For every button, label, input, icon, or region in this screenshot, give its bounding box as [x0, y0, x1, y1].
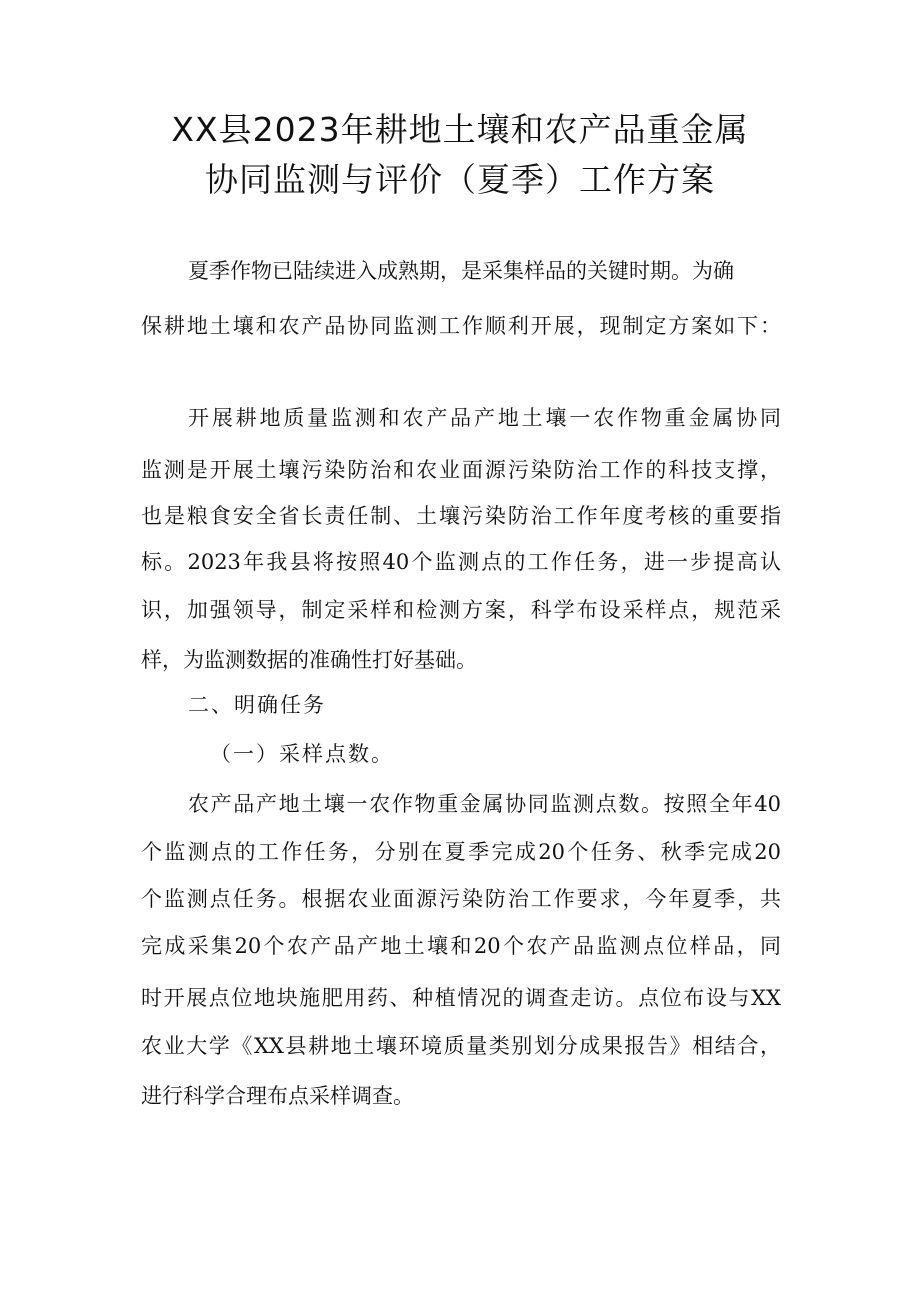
para2-line-1: 农产品产地土壤一农作物重金属协同监测点数。按照全年40 [188, 792, 781, 816]
para1-line-6: 样，为监测数据的准确性打好基础。 [141, 648, 477, 672]
para1-line-3: 也是粮食安全省长责任制、土壤污染防治工作年度考核的重要指 [141, 504, 781, 528]
document-title-line-1: XX县2023年耕地土壤和农产品重金属 [171, 110, 749, 149]
para2-line-5: 时开展点位地块施肥用药、种植情况的调查走访。点位布设与XX [141, 986, 781, 1010]
para2-line-3: 个监测点任务。根据农业面源污染防治工作要求，今年夏季，共 [141, 887, 781, 911]
para1-line-5: 识，加强领导，制定采样和检测方案，科学布设采样点，规范采 [141, 598, 781, 622]
intro-line-1: 夏季作物已陆续进入成熟期，是采集样品的关键时期。为确 [188, 259, 734, 283]
subsection-heading-1: （一）采样点数。 [210, 742, 394, 766]
para1-line-1: 开展耕地质量监测和农产品产地土壤一农作物重金属协同 [188, 406, 781, 430]
para2-line-6: 农业大学《XX县耕地土壤环境质量类别划分成果报告》相结合， [141, 1034, 781, 1058]
document-title-line-2: 协同监测与评价（夏季）工作方案 [205, 160, 715, 199]
para1-line-4: 标。2023年我县将按照40个监测点的工作任务，进一步提高认 [141, 550, 781, 574]
para2-line-4: 完成采集20个农产品产地土壤和20个农产品监测点位样品，同 [141, 934, 781, 958]
intro-line-2: 保耕地土壤和农产品协同监测工作顺利开展，现制定方案如下： [141, 314, 781, 338]
section-heading-2: 二、明确任务 [188, 693, 326, 717]
para1-line-2: 监测是开展土壤污染防治和农业面源污染防治工作的科技支撑， [141, 458, 781, 482]
para2-line-7: 进行科学合理布点采样调查。 [141, 1084, 414, 1108]
para2-line-2: 个监测点的工作任务，分别在夏季完成20个任务、秋季完成20 [141, 840, 781, 864]
